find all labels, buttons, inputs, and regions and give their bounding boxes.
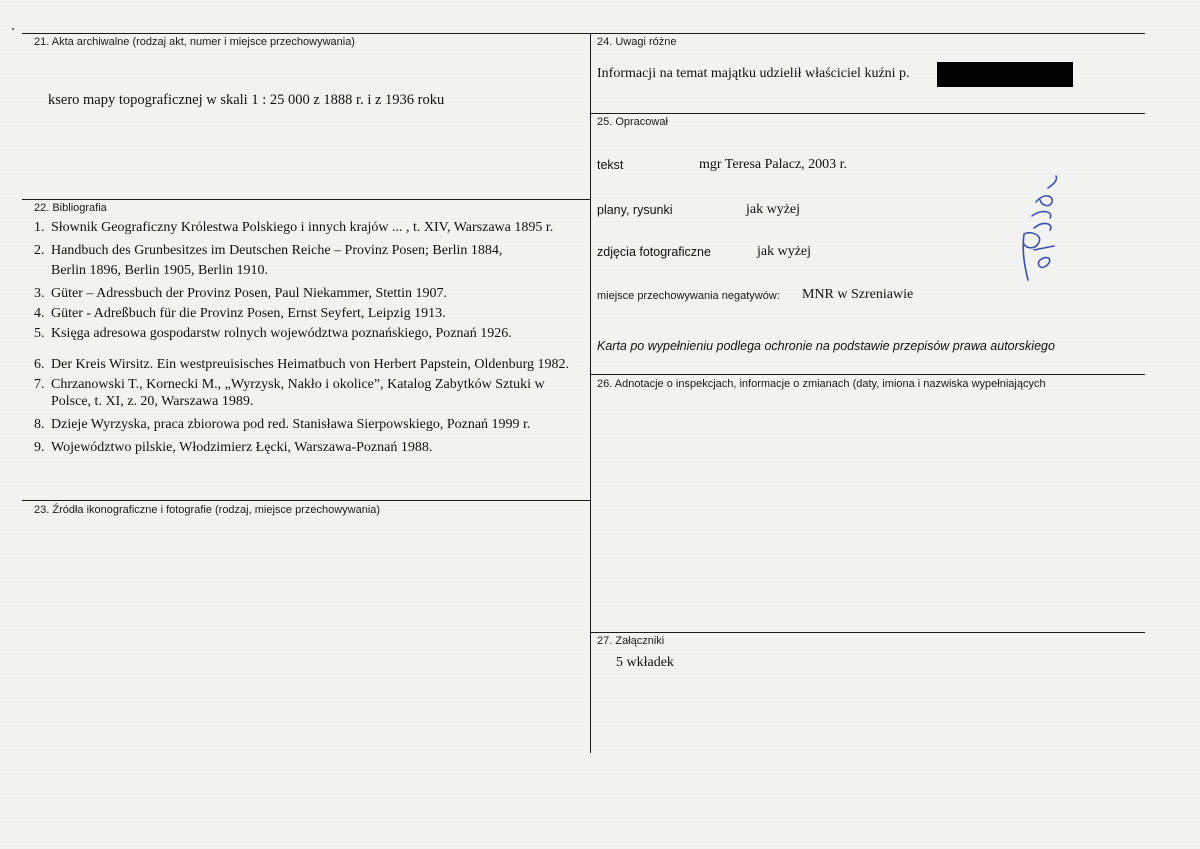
handwritten-signature bbox=[1010, 172, 1070, 292]
rule-section-25 bbox=[590, 113, 1145, 114]
bibliography-item: 1. Słownik Geograficzny Królestwa Polskiego i innych krajów ... , t. XIV, Warszawa 1895 r. bbox=[34, 220, 554, 235]
section-21-label: 21. Akta archiwalne (rodzaj akt, numer i miejsce przechowywania) bbox=[34, 36, 355, 48]
bibliography-item: 4. Güter - Adreßbuch für die Provinz Posen, Ernst Seyfert, Leipzig 1913. bbox=[34, 306, 446, 321]
column-divider bbox=[590, 33, 591, 753]
section-27-label: 27. Załączniki bbox=[597, 635, 665, 647]
bibliography-item: 9. Województwo pilskie, Włodzimierz Łęcki, Warszawa-Poznań 1988. bbox=[34, 440, 433, 455]
bibliography-item: 8. Dzieje Wyrzyska, praca zbiorowa pod red. Stanisława Sierpowskiego, Poznań 1999 r. bbox=[34, 417, 531, 432]
negatywy-value: MNR w Szreniawie bbox=[802, 287, 914, 302]
zdjecia-value: jak wyżej bbox=[757, 244, 812, 259]
bibliography-item: 3. Güter – Adressbuch der Provinz Posen, Paul Niekammer, Stettin 1907. bbox=[34, 286, 448, 301]
tekst-label: tekst bbox=[597, 158, 624, 172]
copyright-note: Karta po wypełnieniu podlega ochronie na podstawie przepisów prawa autorskiego bbox=[597, 339, 1055, 353]
bibliography-item: 2. Handbuch des Grunbesitzes im Deutschen Reiche – Provinz Posen; Berlin 1884, Berlin 1896, Berlin 1905, Berlin 1910. bbox=[34, 243, 503, 278]
rule-section-22 bbox=[22, 199, 590, 200]
plany-label: plany, rysunki bbox=[597, 203, 673, 217]
tekst-value: mgr Teresa Palacz, 2003 r. bbox=[699, 157, 848, 172]
section-25-label: 25. Opracował bbox=[597, 116, 668, 128]
section-24-label: 24. Uwagi różne bbox=[597, 36, 677, 48]
zdjecia-label: zdjęcia fotograficzne bbox=[597, 245, 711, 259]
negatywy-label: miejsce przechowywania negatywów: bbox=[597, 290, 780, 302]
top-rule bbox=[22, 33, 1145, 34]
plany-value: jak wyżej bbox=[746, 202, 801, 217]
rule-section-27 bbox=[590, 632, 1145, 633]
rule-section-26 bbox=[590, 374, 1145, 375]
section-26-label: 26. Adnotacje o inspekcjach, informacje o zmianach (daty, imiona i nazwiska wypełniających bbox=[597, 378, 1046, 390]
bibliography-item: 7. Chrzanowski T., Kornecki M., „Wyrzysk, Nakło i okolice”, Katalog Zabytków Sztuki w Polsce, t. XI, z. 20, Warszawa 1989. bbox=[34, 377, 545, 409]
section-24-text: Informacji na temat majątku udzielił właściciel kuźni p. bbox=[597, 66, 910, 81]
rule-section-23 bbox=[22, 500, 590, 501]
redaction-block bbox=[937, 62, 1073, 87]
section-21-text: ksero mapy topograficznej w skali 1 : 25 000 z 1888 r. i z 1936 roku bbox=[48, 92, 445, 108]
section-27-text: 5 wkładek bbox=[616, 655, 674, 670]
bibliography-item: 5. Księga adresowa gospodarstw rolnych województwa poznańskiego, Poznań 1926. bbox=[34, 326, 512, 341]
section-23-label: 23. Źródła ikonograficzne i fotografie (rodzaj, miejsce przechowywania) bbox=[34, 504, 381, 516]
scan-speck bbox=[12, 28, 14, 30]
bibliography-item: 6. Der Kreis Wirsitz. Ein westpreuisisches Heimatbuch von Herbert Papstein, Oldenburg 1982. bbox=[34, 357, 569, 372]
section-22-label: 22. Bibliografia bbox=[34, 202, 107, 214]
